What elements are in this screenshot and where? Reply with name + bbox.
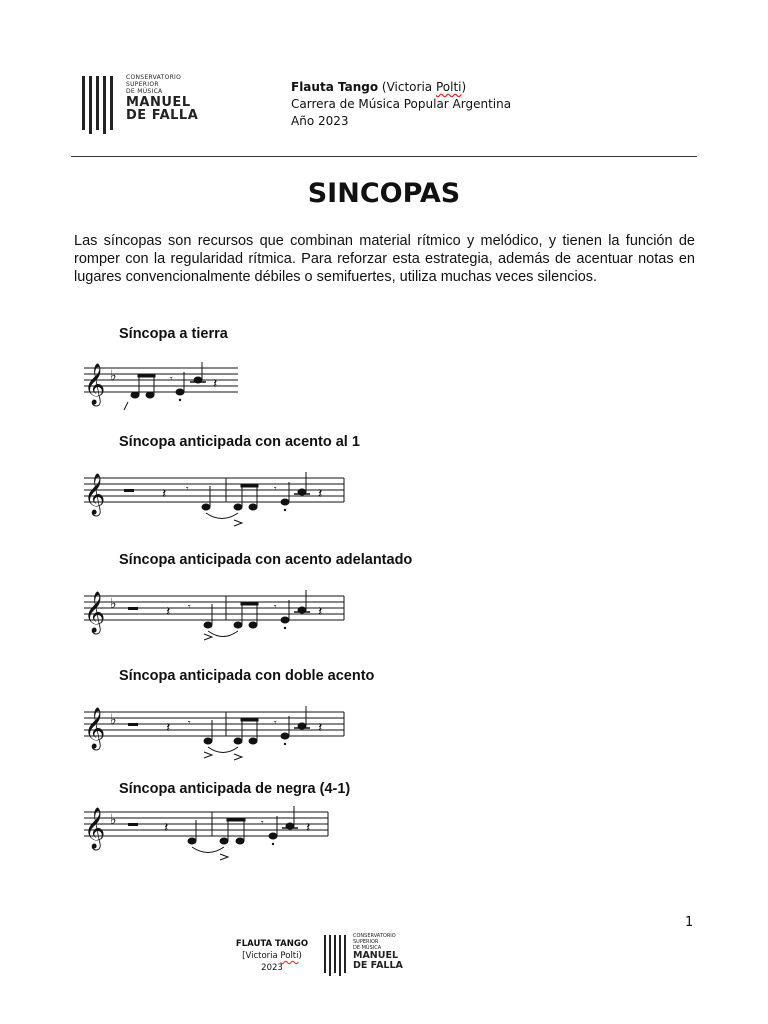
course-line: Flauta Tango (Victoria Polti) — [291, 80, 467, 94]
course-name: Flauta Tango — [291, 80, 379, 94]
music-staff-4 — [80, 700, 348, 764]
section-title-3: Síncopa anticipada con acento adelantado — [119, 552, 413, 568]
section-title-2: Síncopa anticipada con acento al 1 — [119, 434, 360, 450]
page-title: SINCOPAS — [307, 178, 461, 209]
treble-clef-icon: 𝄞 — [84, 808, 106, 849]
svg-text:𝄾: 𝄾 — [274, 484, 277, 495]
svg-text:𝄽: 𝄽 — [166, 604, 171, 620]
treble-clef-icon: 𝄞 — [84, 708, 106, 749]
header-info — [291, 79, 511, 130]
svg-text:𝄾: 𝄾 — [274, 718, 277, 729]
music-staff-1 — [80, 358, 240, 414]
svg-text:𝄽: 𝄽 — [318, 604, 323, 620]
svg-text:𝄽: 𝄽 — [318, 720, 323, 736]
footer-year: 2023 — [261, 963, 283, 973]
piano-keys-icon — [323, 933, 351, 977]
svg-text:𝄽: 𝄽 — [318, 486, 323, 502]
flat-sign-icon: ♭ — [110, 596, 117, 612]
section-title-1: Síncopa a tierra — [119, 326, 228, 342]
logo-line2: SUPERIOR — [126, 81, 159, 88]
svg-text:𝄾: 𝄾 — [261, 818, 264, 829]
teacher-name: Polti — [435, 80, 462, 94]
footer-logo: CONSERVATORIO SUPERIOR DE MÚSICA MANUEL DE FALLA — [323, 933, 413, 977]
music-staff-2 — [80, 466, 348, 528]
svg-text:𝄽: 𝄽 — [162, 486, 167, 502]
footer-course: FLAUTA TANGO — [235, 939, 309, 949]
music-staff-5 — [80, 800, 332, 864]
svg-text:𝄾: 𝄾 — [186, 484, 189, 495]
section-title-5: Síncopa anticipada de negra (4-1) — [119, 781, 351, 797]
svg-text:𝄾: 𝄾 — [188, 602, 191, 613]
section-title-4: Síncopa anticipada con doble acento — [119, 668, 375, 684]
treble-clef-icon: 𝄞 — [84, 592, 106, 633]
treble-clef-icon: 𝄞 — [84, 474, 106, 515]
logo-line5: DE FALLA — [126, 108, 199, 123]
year-line: Año 2023 — [291, 114, 349, 128]
header-logo — [80, 74, 200, 136]
svg-text:𝄾: 𝄾 — [274, 602, 277, 613]
music-staff-3 — [80, 584, 348, 646]
svg-text:𝄽: 𝄽 — [164, 820, 169, 836]
flat-sign-icon: ♭ — [110, 712, 117, 728]
intro-paragraph: Las síncopas son recursos que combinan material rítmico y melódico, y tienen la función de romper con la regularidad rítmica. Para reforzar esta estrategia, además de acentuar notas en lugares convencionalmente débiles o semifuertes, utiliza muchas veces silencios. — [74, 233, 695, 285]
flat-sign-icon: ♭ — [110, 812, 117, 828]
career-line: Carrera de Música Popular Argentina — [291, 97, 512, 111]
footer-info — [232, 938, 312, 974]
logo-line4: MANUEL — [126, 95, 191, 110]
logo-line3: DE MÚSICA — [126, 88, 163, 95]
svg-text:𝄽: 𝄽 — [213, 376, 218, 392]
treble-clef-icon: 𝄞 — [84, 364, 106, 405]
piano-keys-icon — [80, 74, 120, 136]
logo-line1: CONSERVATORIO — [126, 74, 182, 81]
flat-sign-icon: ♭ — [110, 368, 117, 384]
svg-text:𝄾: 𝄾 — [188, 718, 191, 729]
page-number: 1 — [685, 915, 694, 930]
header-divider — [71, 156, 697, 157]
svg-text:𝄾: 𝄾 — [170, 374, 173, 385]
svg-text:𝄽: 𝄽 — [306, 820, 311, 836]
footer-teacher: [Victoria Polti) — [242, 951, 302, 961]
svg-text:𝄽: 𝄽 — [166, 720, 171, 736]
